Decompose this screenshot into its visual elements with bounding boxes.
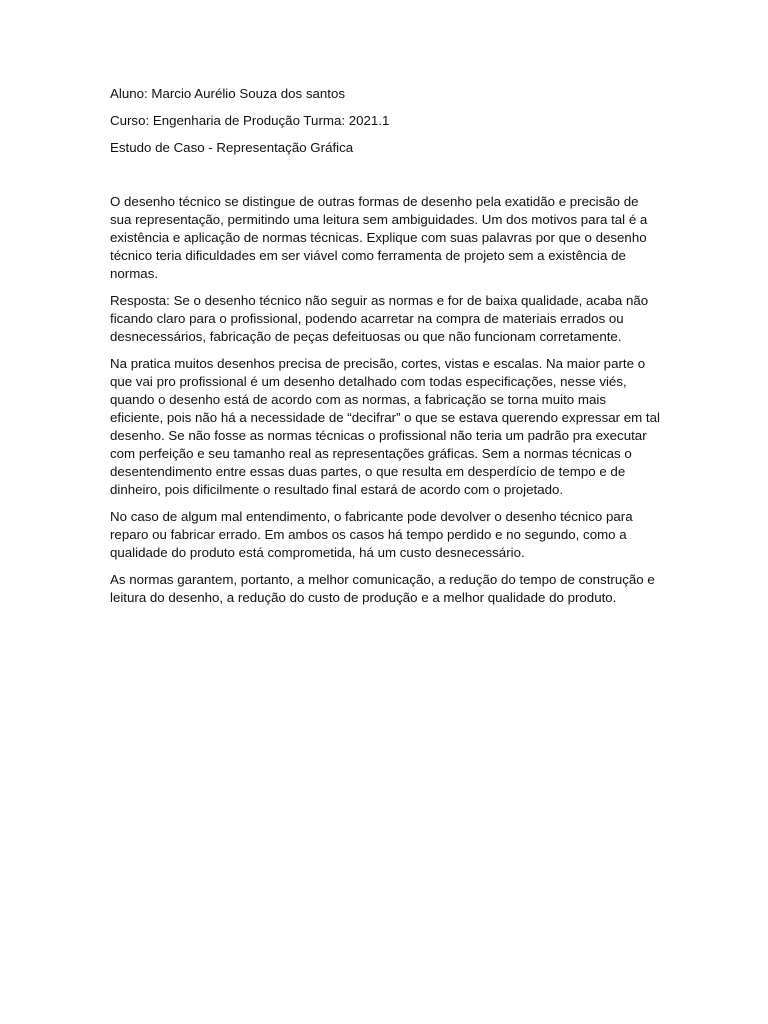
document-content (110, 85, 660, 616)
student-name: Aluno: Marcio Aurélio Souza dos santos (110, 86, 346, 101)
question-paragraph: O desenho técnico se distingue de outras formas de desenho pela exatidão e precisão de sua representação, permitindo uma leitura sem ambiguidades. Um dos motivos para tal é a existência e aplicação de normas técnicas. Explique com suas palavras por que o desenho técnico teria dificuldades em ser viável como ferramenta de projeto sem a existência de normas. (110, 194, 648, 281)
course-info: Curso: Engenharia de Produção Turma: 2021.1 (110, 113, 390, 128)
body-paragraph-3: No caso de algum mal entendimento, o fabricante pode devolver o desenho técnico para reparo ou fabricar errado. Em ambos os casos há tempo perdido e no segundo, como a qualidade do produto está comprometida, há um custo desnecessário. (110, 509, 633, 560)
document-title: Estudo de Caso - Representação Gráfica (110, 140, 354, 155)
answer-paragraph: Resposta: Se o desenho técnico não seguir as normas e for de baixa qualidade, acaba não ficando claro para o profissional, podendo acarretar na compra de materiais errados ou desnecessários, fabricação de peças defeituosas ou que não funcionam corretamente. (110, 293, 649, 344)
body-paragraph-2: Na pratica muitos desenhos precisa de precisão, cortes, vistas e escalas. Na maior parte o que vai pro profissional é um desenho detalhado com todas especificações, nesse viés, quando o desenho está de acordo com as normas, a fabricação se torna muito mais eficiente, pois não há a necessidade de “decifrar” o que se estava querendo expressar em tal desenho. Se não fosse as normas técnicas o profissional não teria um padrão pra executar com perfeição e seu tamanho real as representações gráficas. Sem a normas técnicas o desentendimento entre essas duas partes, o que resulta em desperdício de tempo e de dinheiro, pois dificilmente o resultado final estará de acordo com o projetado. (110, 356, 660, 497)
body-paragraph-4: As normas garantem, portanto, a melhor comunicação, a redução do tempo de construção e leitura do desenho, a redução do custo de produção e a melhor qualidade do produto. (110, 572, 655, 605)
section-spacer (110, 166, 660, 193)
